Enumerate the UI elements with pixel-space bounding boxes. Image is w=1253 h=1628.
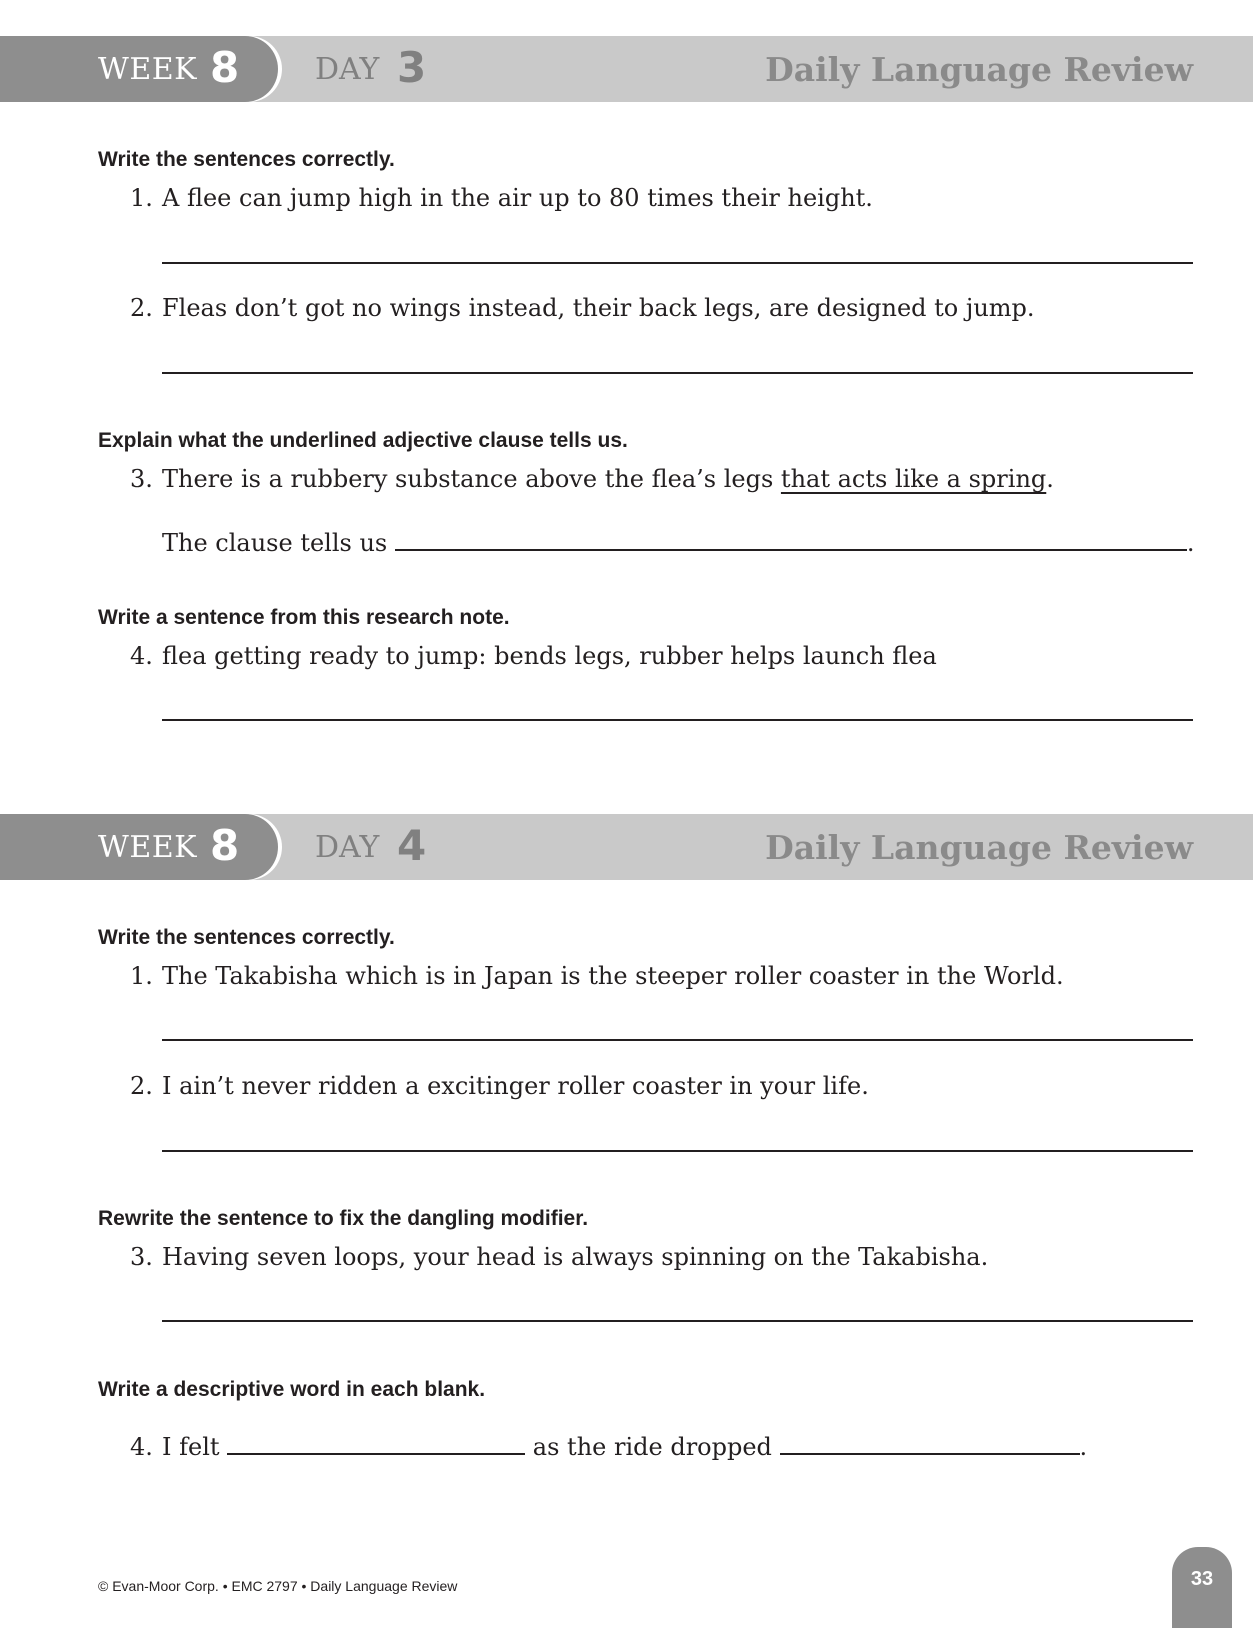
question-item bbox=[130, 294, 1035, 322]
fill-in-blank-2[interactable] bbox=[780, 1431, 1080, 1455]
answer-line[interactable] bbox=[162, 719, 1193, 721]
question-number: 3. bbox=[130, 1243, 153, 1271]
question-item bbox=[130, 1072, 869, 1100]
question-item bbox=[130, 465, 1054, 493]
copyright-footer: © Evan-Moor Corp. • EMC 2797 • Daily Language Review bbox=[98, 1578, 458, 1594]
underlined-clause: that acts like a spring bbox=[780, 465, 1047, 493]
day-number: 4 bbox=[397, 821, 427, 870]
question-number: 1. bbox=[130, 184, 153, 212]
question-number: 4. bbox=[130, 642, 153, 670]
instruction: Explain what the underlined adjective clause tells us. bbox=[98, 429, 628, 452]
day-label: DAY bbox=[315, 830, 380, 865]
day3-banner bbox=[0, 36, 1253, 102]
question-number: 4. bbox=[130, 1433, 153, 1461]
instruction: Write the sentences correctly. bbox=[98, 926, 395, 949]
question-text: flea getting ready to jump: bends legs, rubber helps launch flea bbox=[162, 642, 937, 670]
week-label: WEEK bbox=[98, 830, 198, 865]
answer-line[interactable] bbox=[162, 1150, 1193, 1152]
instruction: Write a descriptive word in each blank. bbox=[98, 1378, 486, 1401]
question-item bbox=[130, 184, 873, 212]
question-item bbox=[130, 962, 1064, 990]
review-title: Daily Language Review bbox=[765, 828, 1193, 867]
day-label: DAY bbox=[315, 52, 380, 87]
answer-line[interactable] bbox=[162, 1039, 1193, 1041]
question-text: A flee can jump high in the air up to 80 times their height. bbox=[162, 184, 873, 212]
question-item bbox=[130, 642, 937, 670]
question-text: Fleas don’t got no wings instead, their back legs, are designed to jump. bbox=[162, 294, 1035, 322]
clause-end: . bbox=[1186, 529, 1195, 557]
week-number: 8 bbox=[210, 821, 240, 870]
day4-banner bbox=[0, 814, 1253, 880]
fill-in-text: as the ride dropped bbox=[532, 1433, 772, 1461]
instruction: Write the sentences correctly. bbox=[98, 148, 395, 171]
question-text: There is a rubbery substance above the flea’s legs bbox=[162, 465, 781, 493]
question-text: I ain’t never ridden a excitinger roller coaster in your life. bbox=[162, 1072, 869, 1100]
question-item bbox=[130, 1431, 1087, 1461]
question-number: 2. bbox=[130, 294, 153, 322]
week-label: WEEK bbox=[98, 52, 198, 87]
instruction: Write a sentence from this research note. bbox=[98, 606, 510, 629]
instruction: Rewrite the sentence to fix the dangling modifier. bbox=[98, 1207, 589, 1230]
question-number: 3. bbox=[130, 465, 153, 493]
day-number: 3 bbox=[397, 43, 427, 92]
question-item bbox=[130, 1243, 988, 1271]
clause-answer-blank[interactable] bbox=[395, 527, 1187, 551]
answer-line[interactable] bbox=[162, 1320, 1193, 1322]
question-number: 2. bbox=[130, 1072, 153, 1100]
answer-line[interactable] bbox=[162, 262, 1193, 264]
week-tab bbox=[0, 814, 278, 880]
week-number: 8 bbox=[210, 43, 240, 92]
question-text: The Takabisha which is in Japan is the steeper roller coaster in the World. bbox=[162, 962, 1064, 990]
question-text-end: . bbox=[1046, 465, 1054, 493]
question-text: Having seven loops, your head is always spinning on the Takabisha. bbox=[162, 1243, 989, 1271]
fill-in-end: . bbox=[1079, 1433, 1088, 1461]
clause-answer-row bbox=[162, 527, 1195, 557]
fill-in-text: I felt bbox=[162, 1433, 220, 1461]
page-number: 33 bbox=[1172, 1547, 1232, 1628]
answer-line[interactable] bbox=[162, 372, 1193, 374]
clause-prompt: The clause tells us bbox=[162, 529, 388, 557]
review-title: Daily Language Review bbox=[765, 50, 1193, 89]
fill-in-blank-1[interactable] bbox=[227, 1431, 525, 1455]
week-tab bbox=[0, 36, 278, 102]
question-number: 1. bbox=[130, 962, 153, 990]
